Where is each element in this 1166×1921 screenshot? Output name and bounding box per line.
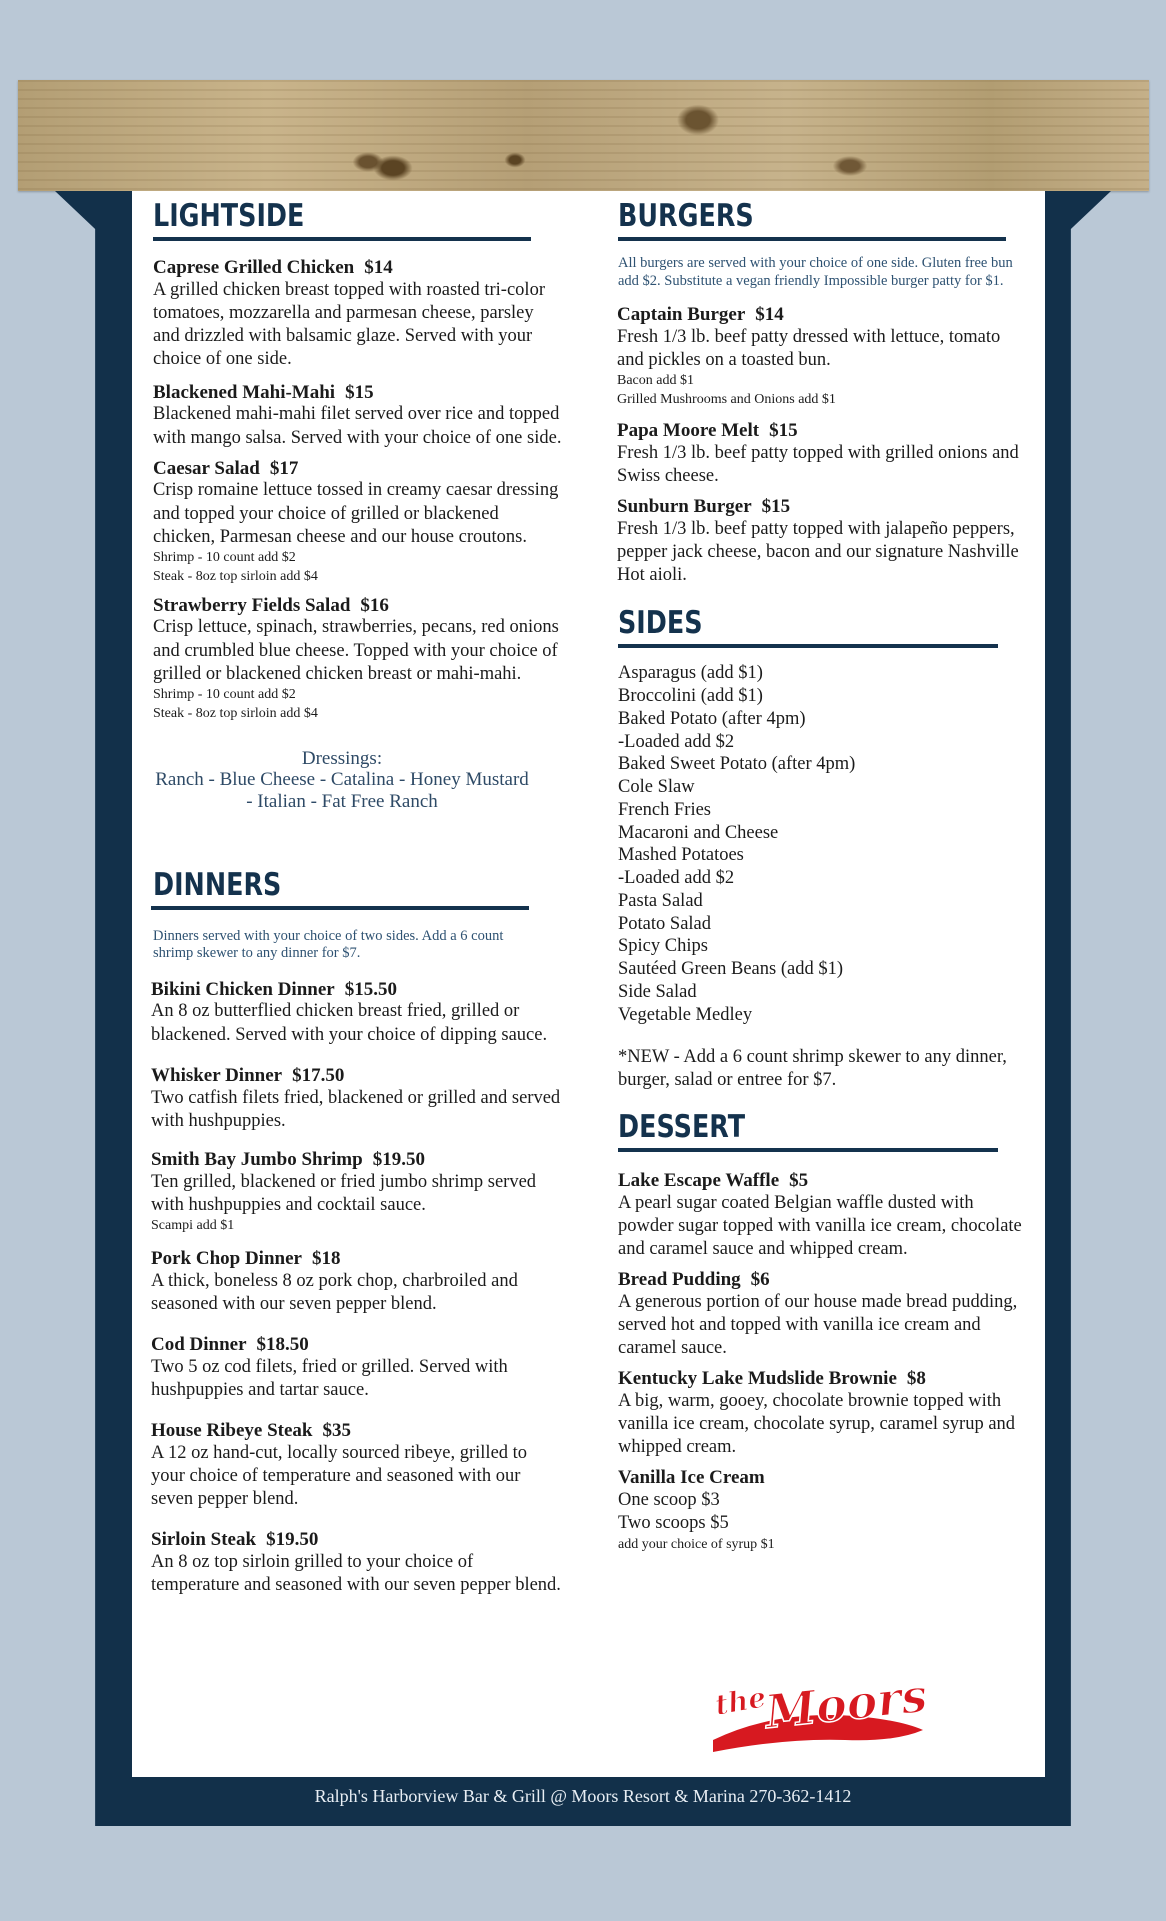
logo-the-text: the: [712, 1680, 769, 1722]
menu-item: [617, 304, 1022, 410]
item-price: $19.50: [372, 1148, 425, 1170]
item-price: $15: [761, 495, 791, 517]
item-price: $8: [906, 1368, 926, 1390]
footer-contact: Ralph's Harborview Bar & Grill @ Moors Resort & Marina 270-362-1412: [314, 1786, 852, 1806]
menu-item: [618, 1170, 1022, 1261]
item-name: Smith Bay Jumbo Shrimp: [151, 1148, 363, 1170]
item-description: A pearl sugar coated Belgian waffle dusted with powder sugar topped with vanilla ice cream, chocolate and caramel sauce and whipped cream.: [618, 1192, 1022, 1259]
side-item: Vegetable Medley: [618, 1004, 753, 1025]
menu-item: [618, 1368, 1022, 1459]
side-item: French Fries: [618, 799, 711, 820]
burgers-section: [618, 198, 1022, 587]
item-name: Bikini Chicken Dinner: [151, 978, 335, 1000]
item-description: Crisp romaine lettuce tossed in creamy caesar dressing and topped your choice of grilled or blackened chicken, Parmesan cheese and our house croutons.: [153, 480, 559, 547]
side-item: Pasta Salad: [618, 890, 703, 911]
menu-item: [151, 1334, 563, 1402]
side-item: Baked Potato (after 4pm): [618, 708, 806, 729]
item-addon: Steak - 8oz top sirloin add $4: [153, 705, 318, 721]
menu-item: [153, 382, 563, 450]
item-description: Ten grilled, blackened or fried jumbo shrimp served with hushpuppies and cocktail sauce.: [151, 1171, 537, 1215]
dressings-block: [153, 748, 531, 813]
item-name: Sunburn Burger: [617, 495, 752, 517]
dinners-heading: DINNERS: [153, 866, 282, 903]
menu-item: [151, 1248, 563, 1316]
item-description: A thick, boneless 8 oz pork chop, charbroiled and seasoned with our seven pepper blend.: [151, 1270, 518, 1314]
dinners-section: [153, 867, 563, 1598]
item-name: Lake Escape Waffle: [618, 1169, 780, 1191]
menu-item: [151, 979, 563, 1047]
side-item: Sautéed Green Beans (add $1): [618, 959, 843, 980]
item-price: $15.50: [344, 978, 397, 1000]
item-addon: Grilled Mushrooms and Onions add $1: [617, 391, 836, 407]
menu-item: [617, 496, 1022, 587]
item-description: Blackened mahi-mahi filet served over rice and topped with mango salsa. Served with your choice of one side.: [153, 404, 562, 448]
item-name: Kentucky Lake Mudslide Brownie: [618, 1368, 897, 1390]
item-addon: Scampi add $1: [151, 1217, 235, 1233]
item-price: $14: [755, 303, 784, 325]
sides-rule: [618, 644, 998, 648]
burgers-heading: BURGERS: [618, 198, 754, 234]
dessert-section: [618, 1109, 1022, 1555]
item-price: $14: [364, 257, 393, 279]
item-description: A generous portion of our house made bread pudding, served hot and topped with vanilla ice cream and caramel sauce.: [618, 1291, 1018, 1359]
lightside-heading: LIGHTSIDE: [153, 198, 305, 234]
menu-item: [153, 257, 563, 371]
item-price: $18: [311, 1247, 341, 1269]
item-description: An 8 oz butterflied chicken breast fried, grilled or blackened. Served with your choice of dipping sauce.: [151, 1001, 548, 1045]
item-price: $18.50: [256, 1333, 309, 1355]
item-addon: Bacon add $1: [617, 373, 694, 389]
item-name: Captain Burger: [617, 303, 746, 325]
side-item: Mashed Potatoes: [618, 845, 744, 866]
dessert-heading: DESSERT: [618, 1108, 746, 1145]
item-name: Vanilla Ice Cream: [618, 1467, 765, 1489]
item-option: One scoop $3: [618, 1490, 720, 1511]
item-price: $35: [322, 1419, 351, 1441]
item-price: $17.50: [292, 1064, 345, 1086]
lightside-section: [153, 198, 563, 813]
item-name: Caprese Grilled Chicken: [153, 257, 355, 279]
logo-graphic: [705, 1670, 930, 1760]
left-column: [153, 196, 563, 1597]
side-item: -Loaded add $2: [618, 868, 735, 889]
burgers-rule: [618, 237, 1006, 241]
item-name: House Ribeye Steak: [151, 1419, 313, 1441]
menu-item: [617, 420, 1022, 488]
item-description: A big, warm, gooey, chocolate brownie topped with vanilla ice cream, chocolate syrup, caramel syrup and whipped cream.: [618, 1391, 1016, 1458]
dinners-note: Dinners served with your choice of two sides. Add a 6 count shrimp skewer to any dinner for $7.: [153, 927, 504, 962]
item-description: An 8 oz top sirloin grilled to your choice of temperature and seasoned with our seven pepper blend.: [151, 1551, 561, 1596]
item-addon: Shrimp - 10 count add $2: [153, 686, 296, 702]
item-description: Fresh 1/3 lb. beef patty topped with grilled onions and Swiss cheese.: [617, 442, 1019, 486]
dressings-label: Dressings:: [301, 747, 383, 769]
item-addon: Steak - 8oz top sirloin add $4: [153, 568, 318, 584]
item-description: Two catfish filets fried, blackened or grilled and served with hushpuppies.: [151, 1087, 561, 1131]
item-name: Papa Moore Melt: [617, 419, 760, 441]
sides-list: [618, 662, 1022, 1026]
side-item: Cole Slaw: [618, 777, 695, 798]
item-description: A 12 oz hand-cut, locally sourced ribeye, grilled to your choice of temperature and seasoned with our seven pepper blend.: [151, 1442, 528, 1510]
menu-item: [153, 458, 563, 587]
sides-heading: SIDES: [618, 605, 703, 642]
menu-item: [618, 1467, 1022, 1554]
item-addon: Shrimp - 10 count add $2: [153, 549, 296, 565]
dessert-rule: [618, 1148, 998, 1152]
item-price: $16: [360, 594, 389, 616]
side-item: Side Salad: [618, 981, 697, 1002]
item-name: Cod Dinner: [151, 1333, 247, 1355]
item-addon: add your choice of syrup $1: [618, 1536, 775, 1552]
item-name: Bread Pudding: [618, 1269, 741, 1290]
item-option: Two scoops $5: [618, 1513, 729, 1534]
right-column: [618, 196, 1022, 1554]
item-name: Strawberry Fields Salad: [153, 594, 351, 616]
the-moors-logo: [705, 1670, 930, 1760]
side-item: -Loaded add $2: [618, 731, 735, 752]
item-name: Pork Chop Dinner: [151, 1247, 302, 1269]
side-item: Potato Salad: [618, 913, 712, 934]
side-item: Spicy Chips: [618, 936, 708, 957]
menu-item: [618, 1269, 1022, 1360]
item-name: Whisker Dinner: [151, 1064, 283, 1086]
menu-item: [151, 1149, 563, 1236]
menu-item: [153, 595, 563, 724]
item-description: Fresh 1/3 lb. beef patty dressed with lettuce, tomato and pickles on a toasted bun.: [617, 326, 1001, 370]
side-item: Baked Sweet Potato (after 4pm): [618, 754, 856, 775]
burgers-note: All burgers are served with your choice of one side. Gluten free bun add $2. Substitute a vegan friendly Impossible burger patty for $1.: [618, 255, 1013, 289]
side-item: Broccolini (add $1): [618, 686, 763, 707]
dinners-rule: [151, 906, 529, 910]
item-price: $15: [769, 419, 798, 441]
side-item: Asparagus (add $1): [618, 663, 763, 684]
item-name: Caesar Salad: [153, 457, 260, 479]
shrimp-skewer-note: *NEW - Add a 6 count shrimp skewer to any dinner, burger, salad or entree for $7.: [618, 1047, 1007, 1091]
sides-section: [618, 605, 1022, 1092]
item-name: Blackened Mahi-Mahi: [153, 381, 336, 403]
dressings-list: Ranch - Blue Cheese - Catalina - Honey Mustard - Italian - Fat Free Ranch: [155, 769, 529, 812]
item-description: A grilled chicken breast topped with roasted tri-color tomatoes, mozzarella and parmesan cheese, parsley and drizzled with balsamic glaze. Served with your choice of one side.: [153, 280, 545, 370]
menu-item: [151, 1065, 563, 1133]
lightside-rule: [153, 237, 531, 241]
menu-item: [151, 1420, 563, 1511]
logo-moors-text: Moors: [762, 1670, 930, 1739]
item-price: $15: [345, 381, 374, 403]
item-description: Crisp lettuce, spinach, strawberries, pecans, red onions and crumbled blue cheese. Topped with your choice of grilled or blackened chicken breast or mahi-mahi.: [153, 617, 559, 684]
item-price: $17: [269, 457, 299, 479]
menu-item: [151, 1529, 563, 1597]
item-price: $5: [789, 1169, 809, 1191]
item-price: $6: [750, 1269, 770, 1290]
item-description: Fresh 1/3 lb. beef patty topped with jalapeño peppers, pepper jack cheese, bacon and our signature Nashville Hot aioli.: [617, 518, 1019, 586]
item-price: $19.50: [266, 1529, 319, 1551]
item-description: Two 5 oz cod filets, fried or grilled. Served with hushpuppies and tartar sauce.: [151, 1356, 508, 1400]
side-item: Macaroni and Cheese: [618, 822, 779, 843]
wood-plank-header: [18, 80, 1149, 191]
item-name: Sirloin Steak: [151, 1529, 257, 1551]
